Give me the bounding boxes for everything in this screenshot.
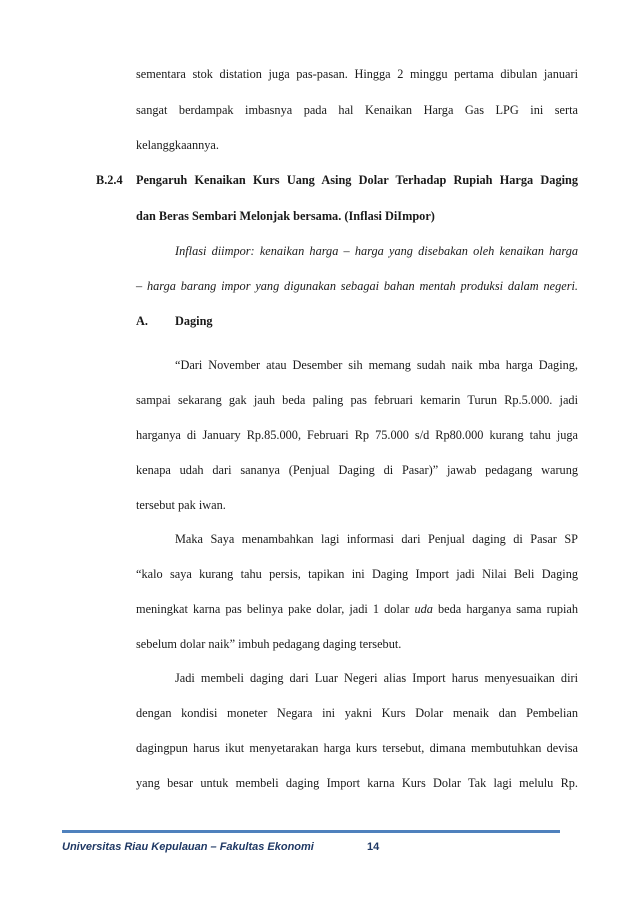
text-segment: meningkat karna pas belinya pake dolar, jadi 1 dolar xyxy=(136,602,415,616)
paragraph-line: kelanggkaannya. xyxy=(136,138,219,152)
section-title-line-2: dan Beras Sembari Melonjak bersama. (Inflasi DiImpor) xyxy=(136,209,435,223)
paragraph-line: sementara stok distation juga pas-pasan. Hingga 2 minggu pertama dibulan januari xyxy=(136,67,578,81)
subsection-letter: A. xyxy=(136,314,148,328)
paragraph-line: sangat berdampak imbasnya pada hal Kenaikan Harga Gas LPG ini serta xyxy=(136,103,578,117)
page-number: 14 xyxy=(367,841,380,853)
paragraph-line xyxy=(136,601,578,617)
paragraph-line: harganya di January Rp.85.000, Februari Rp 75.000 s/d Rp80.000 kurang tahu juga xyxy=(136,428,578,442)
definition-line-1: Inflasi diimpor: kenaikan harga – harga yang disebakan oleh kenaikan harga xyxy=(175,244,578,258)
paragraph-line: Jadi membeli daging dari Luar Negeri alias Import harus menyesuaikan diri xyxy=(175,671,578,685)
paragraph-line: “Dari November atau Desember sih memang sudah naik mba harga Daging, xyxy=(175,358,578,372)
subsection-title: Daging xyxy=(175,314,213,328)
paragraph-line: kenapa udah dari sananya (Penjual Daging di Pasar)” jawab pedagang warung xyxy=(136,463,578,477)
paragraph-line: Maka Saya menambahkan lagi informasi dari Penjual daging di Pasar SP xyxy=(175,532,578,546)
text-segment: beda harganya sama rupiah xyxy=(432,602,579,616)
paragraph-line: sampai sekarang gak jauh beda paling pas februari kemarin Turun Rp.5.000. jadi xyxy=(136,393,578,407)
paragraph-line: “kalo saya kurang tahu persis, tapikan ini Daging Import jadi Nilai Beli Daging xyxy=(136,567,578,581)
paragraph-line: tersebut pak iwan. xyxy=(136,498,226,512)
paragraph-line: sebelum dolar naik” imbuh pedagang daging tersebut. xyxy=(136,637,402,651)
section-number: B.2.4 xyxy=(96,173,123,187)
footer-institution: Universitas Riau Kepulauan – Fakultas Ekonomi xyxy=(62,841,314,853)
paragraph-line: dagingpun harus ikut menyetarakan harga kurs tersebut, dimana membutuhkan devisa xyxy=(136,741,578,755)
footer-rule xyxy=(62,830,560,833)
italic-word: uda xyxy=(414,602,433,616)
paragraph-line: yang besar untuk membeli daging Import karna Kurs Dolar Tak lagi melulu Rp. xyxy=(136,776,578,790)
definition-line-2: – harga barang impor yang digunakan sebagai bahan mentah produksi dalam negeri. xyxy=(136,279,578,293)
section-title-line-1: Pengaruh Kenaikan Kurs Uang Asing Dolar Terhadap Rupiah Harga Daging xyxy=(136,173,578,187)
paragraph-line: dengan kondisi moneter Negara ini yakni Kurs Dolar menaik dan Pembelian xyxy=(136,706,578,720)
